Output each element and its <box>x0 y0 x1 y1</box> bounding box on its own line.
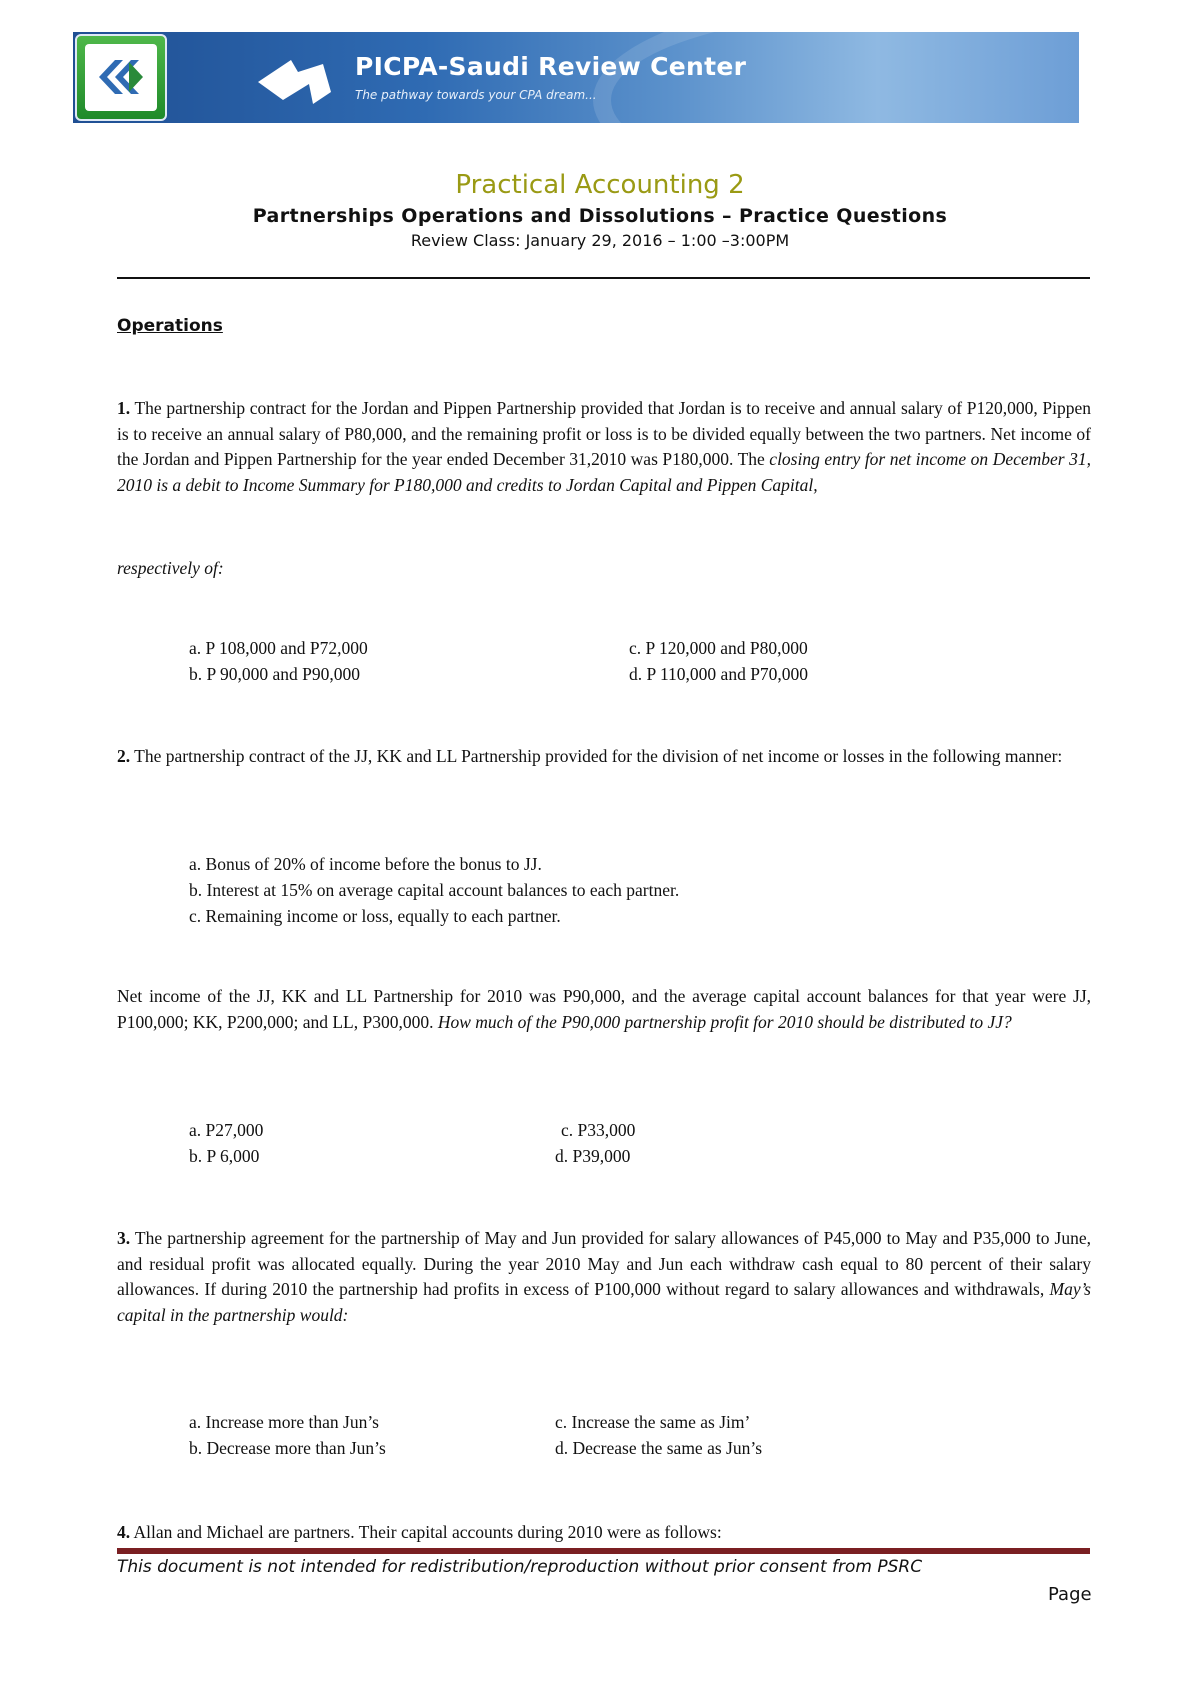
question-1-italic: closing entry for net income on December 31, 2010 is a debit to Income Summary for P180,000 and credits to Jordan Capital and Pippen Capital, <box>117 449 1091 495</box>
question-2-body <box>117 984 1091 1035</box>
q1-option-d: d. P 110,000 and P70,000 <box>629 664 809 684</box>
q2-option-b: b. P 6,000 <box>189 1146 260 1166</box>
q2-term-c: c. Remaining income or loss, equally to each partner. <box>189 906 561 926</box>
section-heading: Operations <box>117 316 223 336</box>
question-2-number: 2. <box>117 746 131 766</box>
question-2-text: The partnership contract of the JJ, KK and LL Partnership provided for the division of net income or losses in the following manner: <box>130 746 1063 766</box>
question-2-body-text: Net income of the JJ, KK and LL Partnership for 2010 was P90,000, and the average capital account balances for that year were JJ, P100,000; KK, P200,000; and LL, P300,000. <box>117 986 1091 1032</box>
logo-icon <box>75 34 167 121</box>
q2-term-a: a. Bonus of 20% of income before the bonus to JJ. <box>189 854 542 874</box>
header-banner <box>73 32 1079 123</box>
q1-option-b: b. P 90,000 and P90,000 <box>189 664 360 684</box>
q3-option-a: a. Increase more than Jun’s <box>189 1412 379 1432</box>
logo-inner <box>85 44 157 111</box>
question-4 <box>117 1520 1091 1546</box>
question-1 <box>117 396 1091 498</box>
question-3-text: The partnership agreement for the partnership of May and Jun provided for salary allowances of P45,000 to May and P35,000 to June, and residual profit was allocated equally. During the year 2010 May and Jun each withdraw cash equal to 80 percent of their salary allowances. If during 2010 the partnership had profits in excess of P100,000 without regard to salary allowances and withdrawals, <box>117 1228 1091 1299</box>
arrow-mark-icon <box>253 52 343 112</box>
page-title: Practical Accounting 2 <box>455 170 745 200</box>
page-subtitle: Partnerships Operations and Dissolutions – Practice Questions <box>252 205 948 227</box>
q3-option-d: d. Decrease the same as Jun’s <box>555 1438 763 1458</box>
q1-option-a: a. P 108,000 and P72,000 <box>189 638 368 658</box>
q2-option-c: c. P33,000 <box>561 1120 636 1140</box>
q3-option-c: c. Increase the same as Jim’ <box>555 1412 751 1432</box>
question-4-text: Allan and Michael are partners. Their capital accounts during 2010 were as follows: <box>130 1522 722 1542</box>
chevron-arrows-icon <box>85 44 157 111</box>
question-2 <box>117 744 1091 770</box>
footer-divider <box>117 1548 1090 1554</box>
question-4-number: 4. <box>117 1522 131 1542</box>
review-class: Review Class: January 29, 2016 – 1:00 –3:00PM <box>410 231 790 250</box>
question-1-number: 1. <box>117 398 131 418</box>
question-2-italic: How much of the P90,000 partnership profit for 2010 should be distributed to JJ? <box>437 1011 1012 1032</box>
banner-brand: PICPA-Saudi Review Center <box>355 52 747 81</box>
footer-note: This document is not intended for redistribution/reproduction without prior consent from PSRC <box>117 1557 923 1577</box>
question-3-number: 3. <box>117 1228 131 1248</box>
question-3 <box>117 1226 1091 1328</box>
page-label: Page <box>1048 1584 1092 1605</box>
question-1-text: The partnership contract for the Jordan and Pippen Partnership provided that Jordan is to receive and annual salary of P120,000, Pippen is to receive an annual salary of P80,000, and the remaining profit or loss is to be divided equally between the two partners. Net income of the Jordan and Pippen Partnership for the year ended December 31,2010 was P180,000. The <box>117 398 1091 469</box>
banner-tagline: The pathway towards your CPA dream... <box>355 88 597 102</box>
q2-term-b: b. Interest at 15% on average capital account balances to each partner. <box>189 880 680 900</box>
q2-option-d: d. P39,000 <box>555 1146 631 1166</box>
q2-option-a: a. P27,000 <box>189 1120 264 1140</box>
q1-option-c: c. P 120,000 and P80,000 <box>629 638 808 658</box>
divider-top <box>117 277 1090 279</box>
question-3-italic: May’s capital in the partnership would: <box>117 1279 1091 1325</box>
question-1-tail: respectively of: <box>117 558 224 578</box>
q3-option-b: b. Decrease more than Jun’s <box>189 1438 386 1458</box>
